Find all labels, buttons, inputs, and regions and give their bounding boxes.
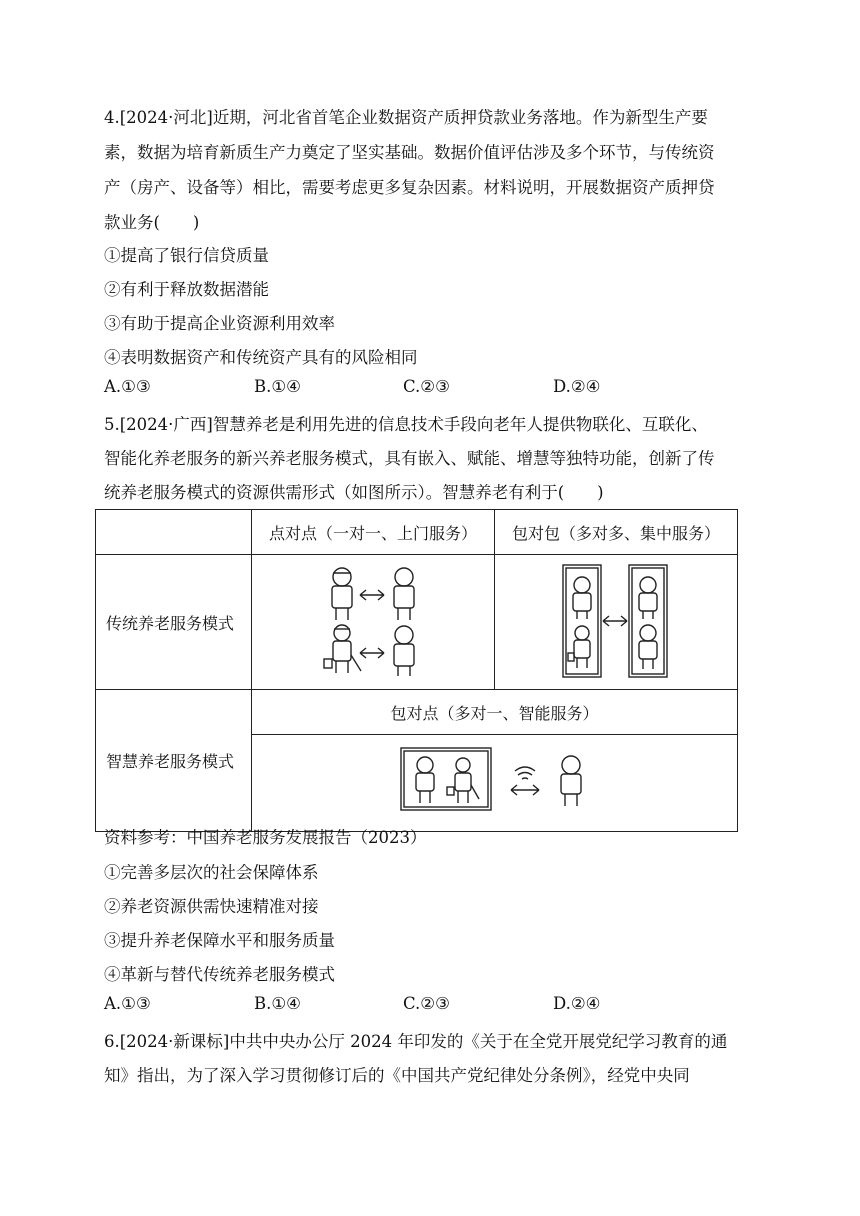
caregiver-group-icon bbox=[563, 565, 601, 677]
double-arrow-icon bbox=[360, 590, 384, 600]
q4-stem-line-4: 款业务( ) bbox=[104, 213, 200, 232]
illustration-package-to-package bbox=[495, 555, 738, 690]
q4-option-c[interactable]: C.②③ bbox=[403, 377, 450, 396]
caregiver-group-icon bbox=[401, 748, 491, 810]
q4-option-d[interactable]: D.②④ bbox=[553, 377, 601, 396]
q5-item-1: ①完善多层次的社会保障体系 bbox=[104, 863, 319, 882]
col-header-point-to-point: 点对点（一对一、上门服务） bbox=[252, 510, 495, 555]
q5-item-2: ②养老资源供需快速精准对接 bbox=[104, 897, 319, 916]
q4-stem-line-1: 4.[2024·河北]近期，河北省首笔企业数据资产质押贷款业务落地。作为新型生产要 bbox=[104, 108, 708, 127]
point-to-point-illustration bbox=[252, 555, 494, 685]
q6-stem-line-2: 知》指出，为了深入学习贯彻修订后的《中国共产党纪律处分条例》，经党中央同 bbox=[104, 1066, 690, 1085]
row-header-package-to-point: 包对点（多对一、智能服务） bbox=[252, 690, 738, 735]
q5-stem-line-2: 智能化养老服务的新兴养老服务模式，具有嵌入、赋能、增慧等独特功能，创新了传 bbox=[104, 449, 715, 468]
cleaner-icon bbox=[324, 625, 361, 673]
illustration-point-to-point bbox=[252, 555, 495, 690]
q4-stem-line-2: 素，数据为培育新质生产力奠定了坚实基础。数据价值评估涉及多个环节，与传统资 bbox=[104, 143, 715, 162]
row-label-smart: 智慧养老服务模式 bbox=[96, 690, 252, 832]
double-arrow-icon bbox=[603, 616, 627, 626]
q5-item-3: ③提升养老保障水平和服务质量 bbox=[104, 931, 335, 950]
row-label-traditional: 传统养老服务模式 bbox=[96, 555, 252, 690]
doctor-icon bbox=[332, 568, 352, 620]
table-corner-cell bbox=[96, 510, 252, 555]
q4-item-3: ③有助于提高企业资源利用效率 bbox=[104, 314, 335, 333]
q4-item-1: ①提高了银行信贷质量 bbox=[104, 246, 269, 265]
double-arrow-icon bbox=[360, 648, 384, 658]
illustration-package-to-point bbox=[252, 735, 738, 832]
q4-item-4: ④表明数据资产和传统资产具有的风险相同 bbox=[104, 348, 418, 367]
elder-icon bbox=[394, 626, 414, 676]
q4-option-a[interactable]: A.①③ bbox=[104, 377, 151, 396]
q6-stem-line-1: 6.[2024·新课标]中共中央办公厅 2024 年印发的《关于在全党开展党纪学习教育的通 bbox=[104, 1032, 728, 1051]
q4-stem-line-3: 产（房产、设备等）相比，需要考虑更多复杂因素。材料说明，开展数据资产质押贷 bbox=[104, 178, 715, 197]
q5-option-d[interactable]: D.②④ bbox=[553, 994, 601, 1013]
elderly-care-model-table bbox=[95, 509, 738, 832]
q5-option-b[interactable]: B.①④ bbox=[254, 994, 301, 1013]
double-arrow-icon bbox=[511, 785, 539, 795]
q5-option-a[interactable]: A.①③ bbox=[104, 994, 151, 1013]
q5-option-c[interactable]: C.②③ bbox=[403, 994, 450, 1013]
q5-item-4: ④革新与替代传统养老服务模式 bbox=[104, 965, 335, 984]
q5-source-note: 资料参考：中国养老服务发展报告（2023） bbox=[104, 828, 427, 847]
q4-option-b[interactable]: B.①④ bbox=[254, 377, 301, 396]
elder-icon bbox=[561, 756, 581, 806]
wireless-signal-icon bbox=[515, 767, 535, 779]
package-to-point-illustration bbox=[253, 735, 737, 827]
q4-item-2: ②有利于释放数据潜能 bbox=[104, 280, 269, 299]
q5-stem-line-1: 5.[2024·广西]智慧养老是利用先进的信息技术手段向老年人提供物联化、互联化、 bbox=[104, 415, 708, 434]
elder-group-icon bbox=[629, 565, 667, 677]
package-to-package-illustration bbox=[495, 555, 737, 685]
q5-stem-line-3: 统养老服务模式的资源供需形式（如图所示）。智慧养老有利于( ) bbox=[104, 483, 604, 502]
col-header-package-to-package: 包对包（多对多、集中服务） bbox=[495, 510, 738, 555]
elder-icon bbox=[394, 568, 414, 620]
